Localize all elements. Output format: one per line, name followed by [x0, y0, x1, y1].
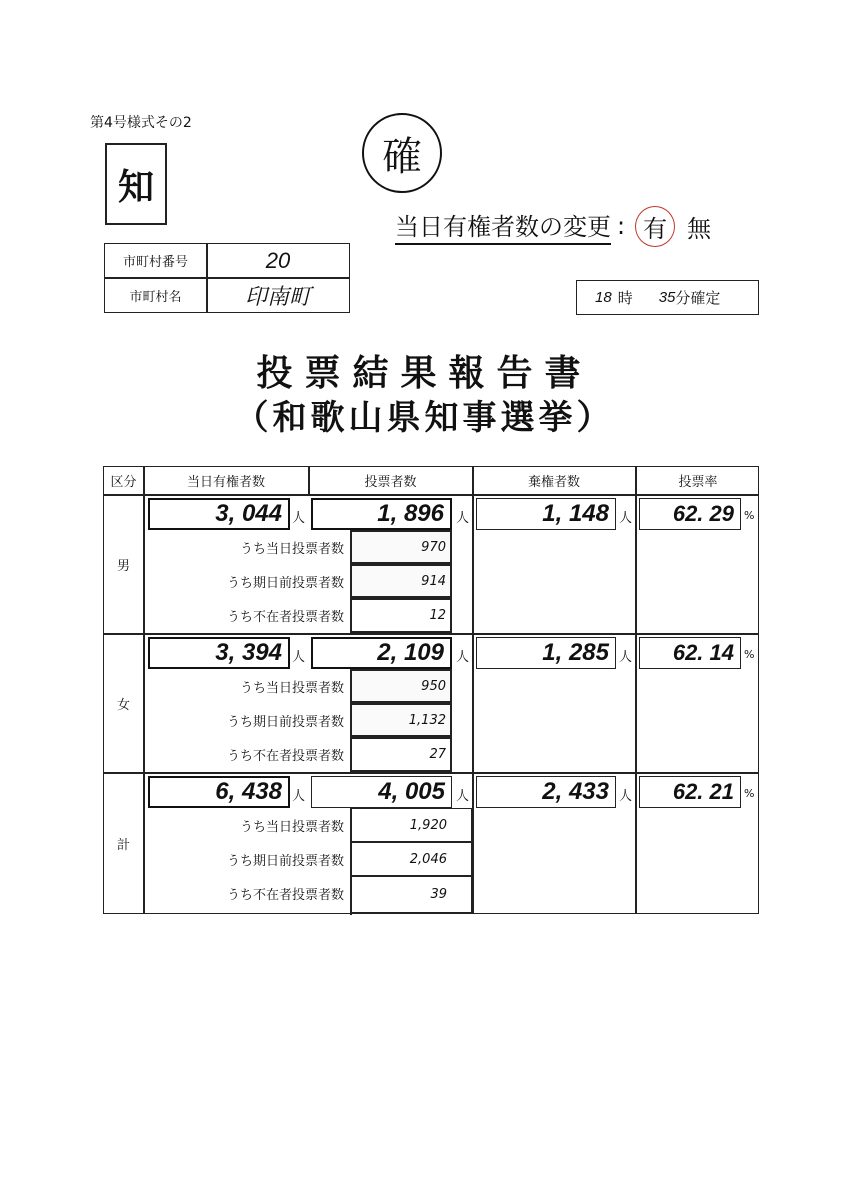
total-abstain-value: 2, 433 [542, 778, 609, 805]
kind-mark: 知 [117, 166, 154, 208]
header-voters: 当日有権者数 [186, 475, 265, 490]
total-ballots-value: 4, 005 [378, 778, 445, 805]
change-colon: : [617, 212, 626, 240]
confirm-time-box [576, 280, 759, 315]
male-sub-value-3 [350, 598, 452, 633]
name-value: 印南町 [244, 285, 311, 310]
female-rate [639, 637, 741, 669]
female-ballots [311, 637, 452, 669]
kind-mark-box [105, 143, 167, 225]
code-label: 市町村番号 [122, 255, 188, 270]
male-sub-value-1 [350, 530, 452, 564]
total-sub-value-3 [350, 876, 472, 913]
page-title: 投票結果報告書 [256, 353, 593, 394]
female-sub-label-3: うち不在者投票者数 [226, 748, 344, 764]
total-voters-unit: 人 [292, 789, 306, 804]
male-sub-value-3-text: 12 [429, 608, 446, 623]
male-sub-label-3: うち不在者投票者数 [226, 609, 344, 625]
total-sub-label-3: うち不在者投票者数 [226, 887, 344, 903]
female-sub-value-2 [350, 703, 452, 737]
male-rate [639, 498, 741, 530]
minute-value: 35 [658, 289, 676, 306]
header-ballots: 投票者数 [364, 475, 417, 490]
category-female: 女 [116, 697, 130, 713]
male-rate-value: 62. 29 [672, 501, 734, 526]
page-subtitle: （和歌山県知事選挙） [234, 398, 615, 438]
total-sub-value-2 [350, 842, 472, 876]
male-ballots-value: 1, 896 [377, 500, 444, 527]
header-rate: 投票率 [678, 475, 718, 490]
female-ballots-unit: 人 [456, 650, 470, 665]
total-sub-label-2: うち期日前投票者数 [226, 853, 344, 869]
total-abstain [476, 776, 616, 808]
female-abstain-unit: 人 [619, 650, 633, 665]
total-ballots-unit: 人 [456, 789, 470, 804]
female-voters-value: 3, 394 [215, 639, 282, 666]
male-sub-value-2 [350, 564, 452, 598]
header-abstain: 棄権者数 [527, 475, 580, 490]
male-sub-label-1: うち当日投票者数 [239, 541, 344, 557]
minute-unit: 分確定 [675, 289, 721, 307]
female-sub-value-1 [350, 669, 452, 703]
female-rate-unit: % [744, 648, 755, 661]
male-sub-value-1-text: 970 [421, 539, 446, 555]
female-sub-value-1-text: 950 [421, 678, 446, 694]
hour-value: 18 [595, 289, 612, 306]
total-rate [639, 776, 741, 808]
change-yes: 有 [635, 206, 675, 247]
female-sub-value-3-text: 27 [429, 747, 446, 762]
form-id: 第4号様式その2 [90, 115, 192, 131]
female-abstain-value: 1, 285 [542, 639, 609, 666]
male-abstain [476, 498, 616, 530]
male-voters [148, 498, 290, 530]
results-table [103, 466, 759, 914]
male-voters-value: 3, 044 [215, 500, 282, 527]
change-no: 無 [687, 214, 712, 243]
total-sub-value-3-text: 39 [430, 887, 447, 902]
code-value: 20 [265, 247, 291, 273]
confirm-stamp [362, 113, 442, 193]
female-sub-value-3 [350, 737, 452, 772]
total-sub-label-1: うち当日投票者数 [239, 819, 344, 835]
total-rate-unit: % [744, 787, 755, 800]
female-ballots-value: 2, 109 [377, 639, 444, 666]
male-sub-value-2-text: 914 [421, 573, 446, 589]
male-abstain-unit: 人 [619, 511, 633, 526]
female-sub-label-2: うち期日前投票者数 [226, 714, 344, 730]
female-sub-label-1: うち当日投票者数 [239, 680, 344, 696]
total-sub-value-1 [350, 808, 472, 842]
total-ballots [311, 776, 452, 808]
name-label: 市町村名 [129, 290, 182, 305]
male-abstain-value: 1, 148 [542, 500, 609, 527]
female-voters [148, 637, 290, 669]
hour-unit: 時 [617, 289, 633, 307]
total-voters [148, 776, 290, 808]
total-abstain-unit: 人 [619, 789, 633, 804]
category-male: 男 [116, 558, 130, 574]
female-voters-unit: 人 [292, 650, 306, 665]
total-sub-value-1-text: 1,920 [409, 817, 447, 833]
male-sub-label-2: うち期日前投票者数 [226, 575, 344, 591]
municipality-table [104, 243, 350, 313]
total-rate-value: 62. 21 [672, 779, 734, 804]
male-voters-unit: 人 [292, 511, 306, 526]
confirm-stamp-text: 確 [382, 133, 422, 180]
female-rate-value: 62. 14 [672, 640, 734, 665]
male-ballots [311, 498, 452, 530]
total-voters-value: 6, 438 [215, 778, 282, 805]
female-abstain [476, 637, 616, 669]
total-sub-value-2-text: 2,046 [409, 851, 447, 867]
change-row [395, 206, 711, 246]
male-rate-unit: % [744, 509, 755, 522]
female-sub-value-2-text: 1,132 [408, 712, 446, 728]
change-label: 当日有権者数の変更 [395, 207, 611, 245]
category-total: 計 [116, 837, 130, 853]
header-category: 区分 [110, 475, 137, 490]
male-ballots-unit: 人 [456, 511, 470, 526]
